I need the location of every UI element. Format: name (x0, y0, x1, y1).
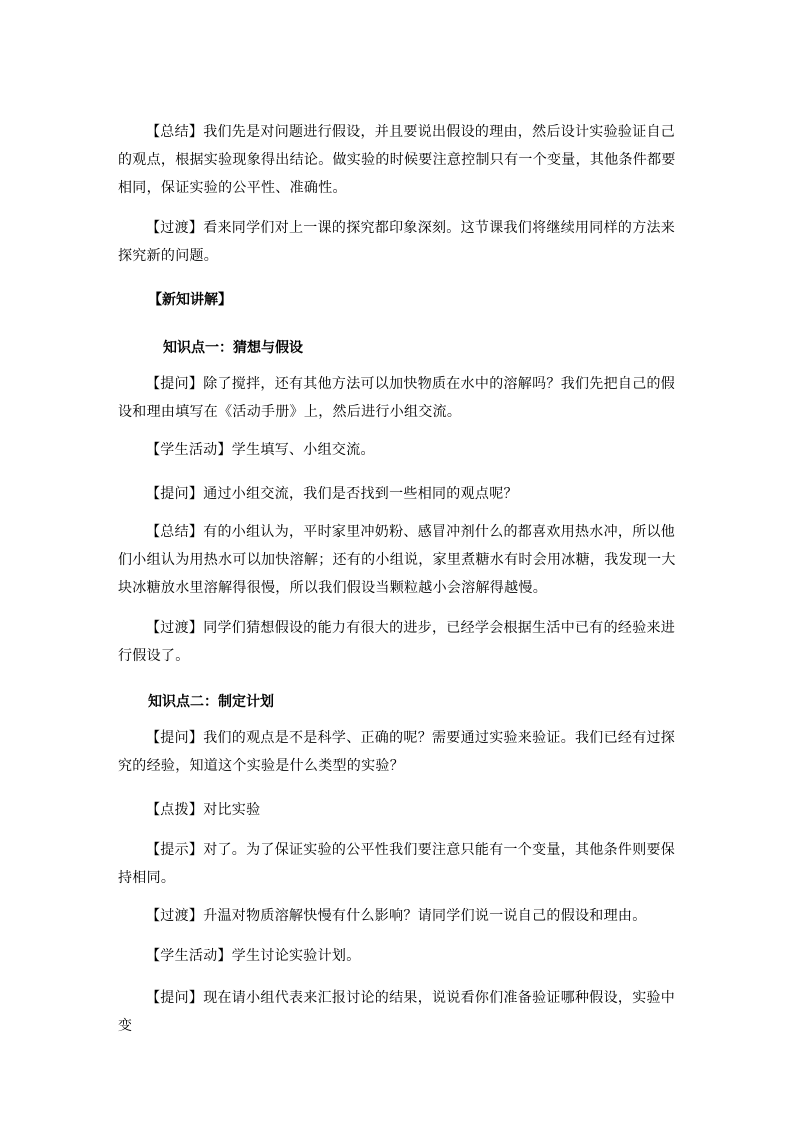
knowledge-point-2-heading: 知识点二：制定计划 (148, 694, 274, 710)
paragraph-summary-2: 【总结】有的小组认为，平时家里冲奶粉、感冒冲剂什么的都喜欢用热水冲，所以他们小组认为用热水可以加快溶解；还有的小组说，家里煮糖水有时会用冰糖，我发现一大块冰糖放水里溶解得很慢，所以我们假设当颗粒越小会溶解得越慢。 (118, 524, 676, 596)
paragraph-transition-1: 【过渡】看来同学们对上一课的探究都印象深刻。这节课我们将继续用同样的方法来探究新的问题。 (118, 220, 676, 264)
paragraph-question-2: 【提问】通过小组交流，我们是否找到一些相同的观点呢？ (146, 486, 518, 502)
paragraph-question-4: 【提问】现在请小组代表来汇报讨论的结果，说说看你们准备验证哪种假设，实验中变 (118, 990, 676, 1034)
paragraph-question-1: 【提问】除了搅拌，还有其他方法可以加快物质在水中的溶解吗？我们先把自己的假设和理由填写在《活动手册》上，然后进行小组交流。 (118, 376, 676, 420)
paragraph-transition-2: 【过渡】同学们猜想假设的能力有很大的进步，已经学会根据生活中已有的经验来进行假设了。 (118, 620, 676, 664)
paragraph-summary-1: 【总结】我们先是对问题进行假设，并且要说出假设的理由，然后设计实验验证自己的观点，根据实验现象得出结论。做实验的时候要注意控制只有一个变量，其他条件都要相同，保证实验的公平性、准确性。 (118, 124, 676, 196)
paragraph-transition-3: 【过渡】升温对物质溶解快慢有什么影响？请同学们说一说自己的假设和理由。 (146, 908, 647, 924)
knowledge-point-1-heading: 知识点一：猜想与假设 (163, 340, 303, 356)
section-heading: 【新知讲解】 (148, 292, 232, 308)
paragraph-hint: 【点拨】对比实验 (146, 802, 261, 818)
paragraph-student-activity-2: 【学生活动】学生讨论实验计划。 (146, 948, 361, 964)
paragraph-student-activity-1: 【学生活动】学生填写、小组交流。 (146, 442, 375, 458)
paragraph-question-3: 【提问】我们的观点是不是科学、正确的呢？需要通过实验来验证。我们已经有过探究的经验，知道这个实验是什么类型的实验？ (118, 730, 676, 774)
paragraph-tip: 【提示】对了。为了保证实验的公平性我们要注意只能有一个变量，其他条件则要保持相同。 (118, 842, 676, 886)
